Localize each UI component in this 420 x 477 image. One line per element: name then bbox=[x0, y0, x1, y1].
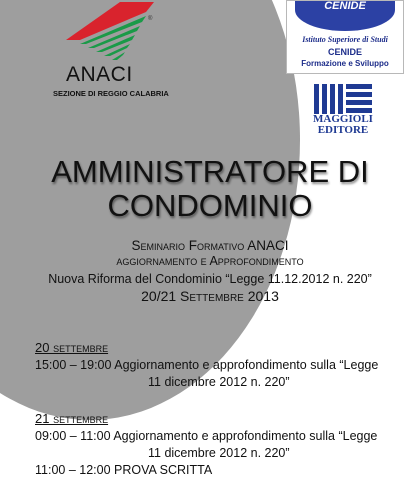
title-line1: AMMINISTRATORE DI bbox=[51, 154, 369, 189]
anaci-subtitle: SEZIONE DI REGGIO CALABRIA bbox=[53, 89, 169, 98]
day2-slot2: 11:00 – 12:00 PROVA SCRITTA bbox=[35, 463, 213, 477]
day1-slot1: 15:00 – 19:00 Aggiornamento e approfondimento sulla “Legge bbox=[35, 358, 379, 372]
maggioli-line2: EDITORE bbox=[317, 124, 369, 136]
seminar-law: Nuova Riforma del Condominio “Legge 11.12.2012 n. 220” bbox=[48, 272, 372, 286]
cenide-name-line: CENIDE bbox=[327, 47, 362, 57]
cenide-banner bbox=[295, 1, 395, 31]
day2-heading: 21 settembre bbox=[35, 411, 109, 426]
seminar-dates: 20/21 Settembre 2013 bbox=[141, 288, 279, 304]
day2-slot1: 09:00 – 11:00 Aggiornamento e approfondimento sulla “Legge bbox=[35, 429, 378, 443]
anaci-logo-icon bbox=[62, 0, 158, 62]
svg-text:®: ® bbox=[148, 16, 153, 22]
maggioli-logo-icon bbox=[314, 84, 374, 114]
day2-slot1-continuation: 11 dicembre 2012 n. 220” bbox=[148, 446, 290, 460]
cenide-logo bbox=[286, 0, 404, 74]
page-title bbox=[0, 155, 420, 223]
day1-slot1-continuation: 11 dicembre 2012 n. 220” bbox=[148, 375, 290, 389]
cenide-banner-text: CENIDE bbox=[324, 1, 366, 12]
maggioli-text bbox=[308, 114, 378, 136]
cenide-institute-line: Istituto Superiore di Studi bbox=[302, 35, 388, 44]
cenide-tagline: Formazione e Sviluppo bbox=[301, 59, 389, 68]
maggioli-line1: MAGGIOLI bbox=[313, 113, 373, 125]
title-line2: CONDOMINIO bbox=[107, 188, 313, 223]
seminar-topic: aggiornamento e Approfondimento bbox=[116, 254, 304, 268]
day1-heading: 20 settembre bbox=[35, 340, 109, 355]
anaci-name: ANACI bbox=[66, 63, 133, 86]
seminar-name: Seminario Formativo ANACI bbox=[131, 238, 289, 253]
